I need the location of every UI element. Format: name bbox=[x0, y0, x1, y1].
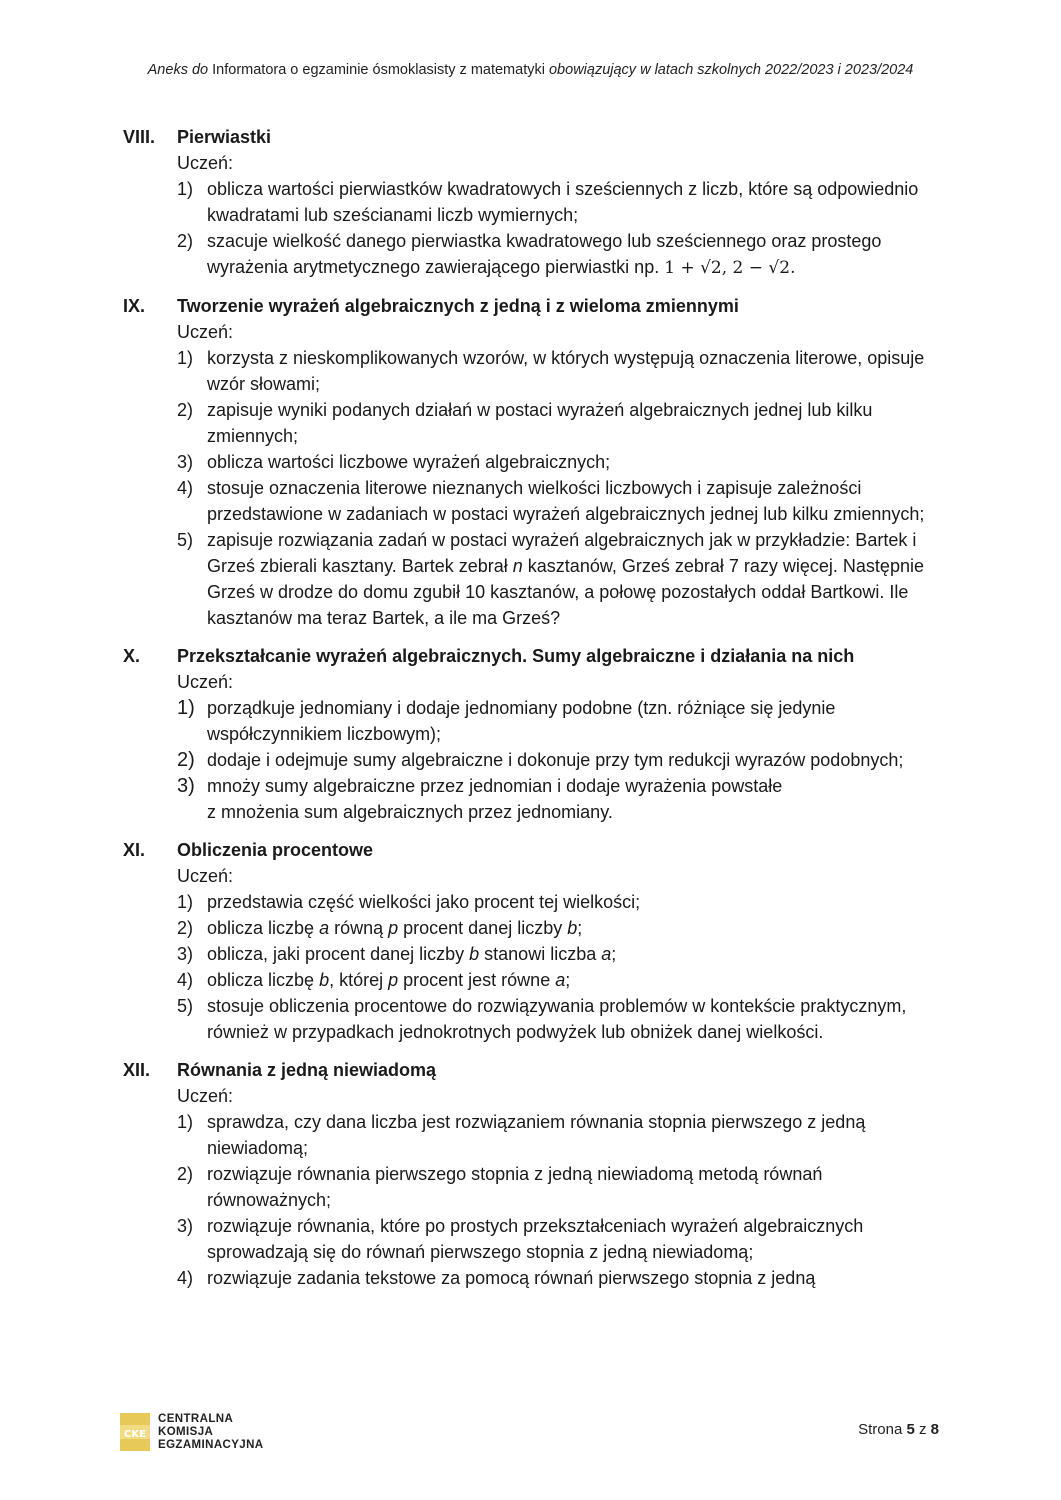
variable: a bbox=[319, 918, 330, 938]
variable: a bbox=[555, 970, 566, 990]
list-item bbox=[177, 967, 943, 993]
student-label: Uczeń: bbox=[177, 153, 234, 173]
list-item bbox=[177, 397, 943, 449]
list-item bbox=[177, 773, 943, 825]
list-item bbox=[177, 176, 943, 228]
section-viii bbox=[123, 124, 943, 281]
item-text: rozwiązuje równania pierwszego stopnia z jedną niewiadomą metodą równań równoważnych; bbox=[207, 1164, 823, 1210]
section-ix bbox=[123, 293, 943, 631]
section-number: XII. bbox=[123, 1060, 151, 1080]
item-text: rozwiązuje równania, które po prostych przekształceniach wyrażeń algebraicznych sprowadzają się do równań pierwszego stopnia z jedną niewiadomą; bbox=[207, 1216, 864, 1262]
variable: b bbox=[469, 944, 480, 964]
item-number: 2) bbox=[177, 749, 195, 771]
student-label: Uczeń: bbox=[177, 866, 234, 886]
section-xii bbox=[123, 1057, 943, 1291]
list-item bbox=[177, 993, 943, 1045]
item-text: procent jest równe bbox=[398, 970, 556, 990]
list-item bbox=[177, 527, 943, 631]
list-item bbox=[177, 1161, 943, 1213]
section-number: IX. bbox=[123, 296, 146, 316]
list-item bbox=[177, 1213, 943, 1265]
variable: a bbox=[601, 944, 612, 964]
section-title: Przekształcanie wyrażeń algebraicznych. Sumy algebraiczne i działania na nich bbox=[177, 646, 855, 666]
section-x bbox=[123, 643, 943, 825]
item-text: mnoży sumy algebraiczne przez jednomian i dodaje wyrażenia powstałe bbox=[207, 776, 783, 796]
logo-line: KOMISJA bbox=[158, 1426, 214, 1438]
list-item bbox=[177, 941, 943, 967]
list-item bbox=[177, 1265, 943, 1291]
list-item bbox=[177, 1109, 943, 1161]
item-text: , której bbox=[329, 970, 389, 990]
page-header bbox=[0, 62, 1061, 78]
item-text: stosuje oznaczenia literowe nieznanych wielkości liczbowych i zapisuje zależności przedstawione w zadaniach w postaci wyrażeń algebraicznych jednej lub kilku zmiennych; bbox=[207, 478, 925, 524]
item-number: 2) bbox=[177, 400, 194, 420]
item-text: zapisuje wyniki podanych działań w postaci wyrażeń algebraicznych jednej lub kilku zmiennych; bbox=[207, 400, 873, 446]
section-number: X. bbox=[123, 646, 141, 666]
section-number: VIII. bbox=[123, 127, 156, 147]
item-text: z mnożenia sum algebraicznych przez jednomiany. bbox=[207, 802, 613, 822]
section-title: Pierwiastki bbox=[177, 127, 272, 147]
variable: b bbox=[567, 918, 578, 938]
item-text: ; bbox=[611, 944, 617, 964]
page-separator: z bbox=[914, 1421, 931, 1438]
item-number: 1) bbox=[177, 892, 194, 912]
item-number: 5) bbox=[177, 996, 194, 1016]
item-text: procent danej liczby bbox=[398, 918, 568, 938]
list-item bbox=[177, 889, 943, 915]
item-number: 5) bbox=[177, 530, 194, 550]
item-text: porządkuje jednomiany i dodaje jednomiany podobne (tzn. różniące się jedynie współczynnikiem liczbowym); bbox=[207, 698, 836, 744]
list-item bbox=[177, 228, 943, 281]
header-prefix: Aneks do bbox=[147, 62, 213, 78]
item-text: stanowi liczba bbox=[479, 944, 602, 964]
item-text: oblicza, jaki procent danej liczby bbox=[207, 944, 470, 964]
item-text: oblicza liczbę bbox=[207, 918, 320, 938]
list-item bbox=[177, 345, 943, 397]
item-number: 3) bbox=[177, 944, 194, 964]
item-number: 1) bbox=[177, 348, 194, 368]
item-text: rozwiązuje zadania tekstowe za pomocą równań pierwszego stopnia z jedną bbox=[207, 1268, 816, 1288]
section-xi bbox=[123, 837, 943, 1045]
item-number: 2) bbox=[177, 918, 194, 938]
page-total: 8 bbox=[930, 1421, 939, 1438]
item-number: 1) bbox=[177, 179, 194, 199]
item-number: 1) bbox=[177, 697, 195, 719]
item-text: dodaje i odejmuje sumy algebraiczne i dokonuje przy tym redukcji wyrazów podobnych; bbox=[207, 750, 904, 770]
item-text: kasztanów, Grześ zebrał 7 razy więcej. Następnie Grześ w drodze do domu zgubił 10 kasztanów, a połowę pozostałych oddał Bartkowi. Ile kasztanów ma teraz Bartek, a ile ma Grześ? bbox=[207, 556, 924, 628]
page-prefix: Strona bbox=[858, 1421, 907, 1438]
item-number: 3) bbox=[177, 1216, 194, 1236]
list-item bbox=[177, 449, 943, 475]
item-number: 4) bbox=[177, 970, 194, 990]
item-text: ; bbox=[577, 918, 583, 938]
item-text: równą bbox=[329, 918, 389, 938]
variable: n bbox=[512, 556, 523, 576]
logo-line: EGZAMINACYJNA bbox=[158, 1439, 264, 1451]
document-content bbox=[123, 124, 943, 1303]
student-label: Uczeń: bbox=[177, 672, 234, 692]
list-item bbox=[177, 475, 943, 527]
cke-logo bbox=[120, 1413, 280, 1455]
item-number: 2) bbox=[177, 231, 194, 251]
item-text: szacuje wielkość danego pierwiastka kwadratowego lub sześciennego oraz prostego wyrażenia arytmetycznego zawierającego pierwiastki np. bbox=[207, 231, 882, 277]
cke-logo-mark-text: CKE bbox=[124, 1429, 146, 1440]
section-title: Tworzenie wyrażeń algebraicznych z jedną i z wieloma zmiennymi bbox=[177, 296, 739, 316]
item-number: 3) bbox=[177, 775, 195, 797]
item-number: 4) bbox=[177, 1268, 194, 1288]
variable: p bbox=[388, 918, 399, 938]
item-number: 4) bbox=[177, 478, 194, 498]
item-number: 2) bbox=[177, 1164, 194, 1184]
page-number bbox=[858, 1421, 939, 1438]
item-number: 3) bbox=[177, 452, 194, 472]
item-text: stosuje obliczenia procentowe do rozwiązywania problemów w kontekście praktycznym, również w przypadkach jednokrotnych podwyżek lub obniżek danej wielkości. bbox=[207, 996, 907, 1042]
page-current: 5 bbox=[906, 1421, 915, 1438]
variable: p bbox=[388, 970, 399, 990]
list-item bbox=[177, 695, 943, 747]
variable: b bbox=[319, 970, 330, 990]
item-text: przedstawia część wielkości jako procent tej wielkości; bbox=[207, 892, 641, 912]
header-document-title: Informatora o egzaminie ósmoklasisty z matematyki bbox=[212, 62, 545, 78]
section-title: Równania z jedną niewiadomą bbox=[177, 1060, 437, 1080]
item-text: oblicza wartości liczbowe wyrażeń algebraicznych; bbox=[207, 452, 611, 472]
item-number: 1) bbox=[177, 1112, 194, 1132]
item-text: korzysta z nieskomplikowanych wzorów, w których występują oznaczenia literowe, opisuje wzór słowami; bbox=[207, 348, 925, 394]
list-item bbox=[177, 747, 943, 773]
math-expression: 1 + √2, 2 − √2. bbox=[664, 258, 796, 278]
student-label: Uczeń: bbox=[177, 1086, 234, 1106]
item-text: oblicza liczbę bbox=[207, 970, 320, 990]
item-text: oblicza wartości pierwiastków kwadratowych i sześciennych z liczb, które są odpowiednio kwadratami lub sześcianami liczb wymiernych; bbox=[207, 179, 919, 225]
section-number: XI. bbox=[123, 840, 146, 860]
cke-logo-text bbox=[158, 1413, 264, 1452]
section-title: Obliczenia procentowe bbox=[177, 840, 374, 860]
item-text: sprawdza, czy dana liczba jest rozwiązaniem równania stopnia pierwszego z jedną niewiadomą; bbox=[207, 1112, 866, 1158]
logo-line: CENTRALNA bbox=[158, 1413, 234, 1425]
item-text: zapisuje rozwiązania zadań w postaci wyrażeń algebraicznych jak w przykładzie: Bartek i Grześ zbierali kasztany. Bartek zebrał bbox=[207, 530, 917, 576]
list-item bbox=[177, 915, 943, 941]
cke-logo-mark bbox=[120, 1413, 150, 1451]
student-label: Uczeń: bbox=[177, 322, 234, 342]
header-suffix: obowiązujący w latach szkolnych 2022/2023 i 2023/2024 bbox=[544, 62, 914, 78]
item-text: ; bbox=[565, 970, 571, 990]
